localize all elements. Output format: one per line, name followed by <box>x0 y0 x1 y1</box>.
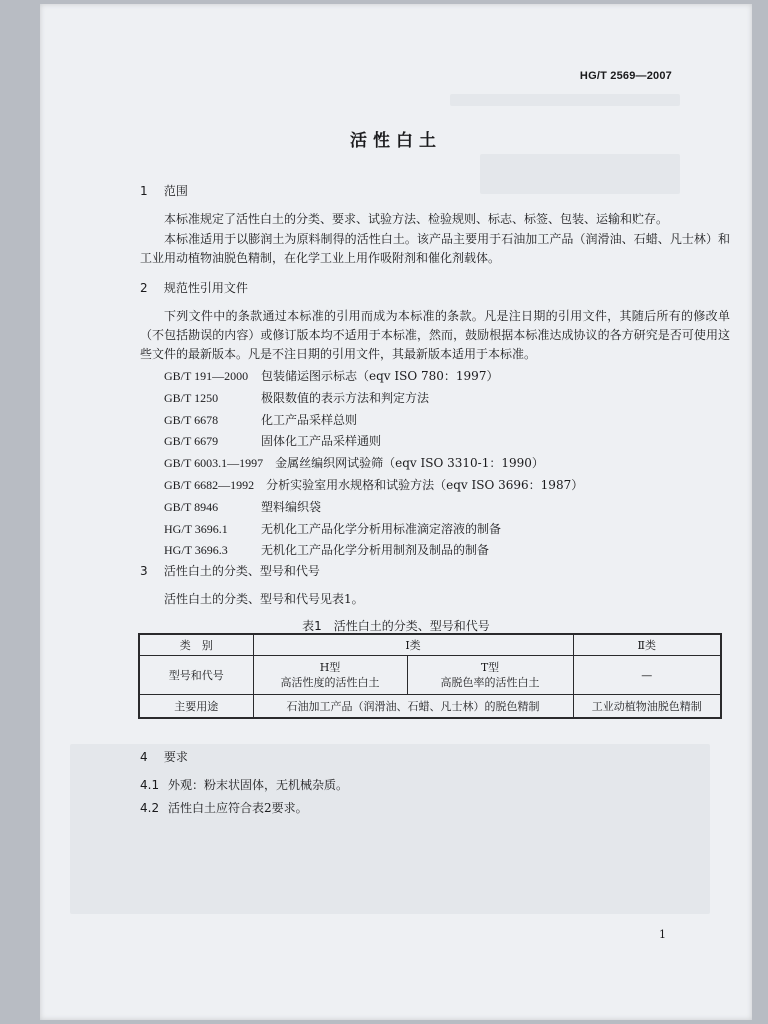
reference-item <box>164 475 583 497</box>
reference-code: GB/T 6003.1—1997 <box>164 456 264 471</box>
requirement-item <box>140 776 348 793</box>
table-cell <box>407 656 573 695</box>
page-number: 1 <box>659 928 666 941</box>
table-row <box>139 656 721 695</box>
table-cell: 石油加工产品（润滑油、石蜡、凡士林）的脱色精制 <box>253 695 573 719</box>
section-heading-2 <box>140 279 248 296</box>
item-number: 4.1 <box>140 778 160 792</box>
reference-code: GB/T 6678 <box>164 412 219 427</box>
reference-item <box>164 519 583 541</box>
paragraph: 下列文件中的条款通过本标准的引用而成为本标准的条款。凡是注日期的引用文件，其随后所有的修改单（不包括勘误的内容）或修订版本均不适用于本标准，然而，鼓励根据本标准达成协议的各方研究是否可使用这些文件的最新版本。凡是不注日期的引用文件，其最新版本适用于本标准。 <box>140 309 730 361</box>
bleed-through-mark <box>450 94 680 106</box>
item-text: 外观：粉末状固体，无机械杂质。 <box>168 778 349 792</box>
reference-item <box>164 540 583 562</box>
table-caption: 表1 活性白土的分类、型号和代号 <box>302 619 490 633</box>
item-text: 活性白土应符合表2要求。 <box>168 801 308 815</box>
reference-title: 金属丝编织网试验筛（eqv ISO 3310-1：1990） <box>275 456 544 471</box>
table-row <box>139 695 721 719</box>
reference-item <box>164 410 583 432</box>
bleed-through-mark <box>480 154 680 194</box>
table-cell: 工业动植物油脱色精制 <box>573 695 721 719</box>
section-title: 活性白土的分类、型号和代号 <box>163 564 320 578</box>
document-title: 活性白土 <box>350 131 442 151</box>
table-cell: 主要用途 <box>139 695 253 719</box>
paragraph: 本标准规定了活性白土的分类、要求、试验方法、检验规则、标志、标签、包装、运输和贮存。 <box>164 212 669 226</box>
reference-title: 包装储运图示标志（eqv ISO 780：1997） <box>261 369 499 383</box>
table-cell: — <box>573 656 721 695</box>
reference-item <box>164 388 583 410</box>
table-header-cell: Ⅱ类 <box>573 634 721 656</box>
model-code: T型 <box>480 661 500 674</box>
paragraph: 活性白土的分类、型号和代号见表1。 <box>164 592 364 606</box>
section-heading-4 <box>140 748 188 765</box>
reference-title: 塑料编织袋 <box>261 499 322 514</box>
table-header-cell: Ⅰ类 <box>253 634 573 656</box>
table-cell: 型号和代号 <box>139 656 253 695</box>
reference-code: GB/T 6679 <box>164 434 219 449</box>
model-description: 高活性度的活性白土 <box>280 676 380 689</box>
reference-item <box>164 431 583 453</box>
section-number: 3 <box>140 564 148 578</box>
model-description: 高脱色率的活性白土 <box>440 676 540 689</box>
reference-item <box>164 497 583 519</box>
paragraph: 本标准适用于以膨润土为原料制得的活性白土。该产品主要用于石油加工产品（润滑油、石蜡、凡士林）和工业用动植物油脱色精制，在化学工业上用作吸附剂和催化剂载体。 <box>140 232 730 265</box>
section-title: 规范性引用文件 <box>163 281 248 295</box>
reference-code: GB/T 1250 <box>164 390 219 405</box>
reference-title: 化工产品采样总则 <box>261 412 358 427</box>
document-page <box>40 4 752 1020</box>
reference-item <box>164 366 583 388</box>
bleed-through-mark <box>70 744 710 914</box>
section-title: 范围 <box>163 184 188 198</box>
section-heading-3 <box>140 562 320 579</box>
classification-table <box>138 633 722 719</box>
section-number: 1 <box>140 184 148 198</box>
reference-title: 无机化工产品化学分析用制剂及制品的制备 <box>261 543 490 558</box>
table-cell <box>253 656 407 695</box>
table-row <box>139 634 721 656</box>
section-title: 要求 <box>163 750 188 764</box>
reference-code: GB/T 6682—1992 <box>164 477 255 492</box>
model-code: H型 <box>319 661 341 674</box>
table-header-cell: 类 别 <box>139 634 253 656</box>
reference-item <box>164 453 583 475</box>
reference-code: HG/T 3696.3 <box>164 543 228 558</box>
reference-title: 固体化工产品采样通则 <box>261 434 382 449</box>
requirement-item <box>140 799 308 816</box>
item-number: 4.2 <box>140 801 160 815</box>
reference-code: GB/T 191—2000 <box>164 369 249 383</box>
reference-title: 极限数值的表示方法和判定方法 <box>261 390 430 405</box>
reference-code: GB/T 8946 <box>164 499 219 514</box>
reference-code: HG/T 3696.1 <box>164 521 228 536</box>
section-number: 4 <box>140 750 148 764</box>
reference-title: 无机化工产品化学分析用标准滴定溶液的制备 <box>261 521 502 536</box>
section-heading-1 <box>140 182 188 199</box>
reference-title: 分析实验室用水规格和试验方法（eqv ISO 3696：1987） <box>266 477 584 492</box>
reference-list <box>164 366 583 562</box>
section-number: 2 <box>140 281 148 295</box>
document-code: HG/T 2569—2007 <box>579 70 672 82</box>
